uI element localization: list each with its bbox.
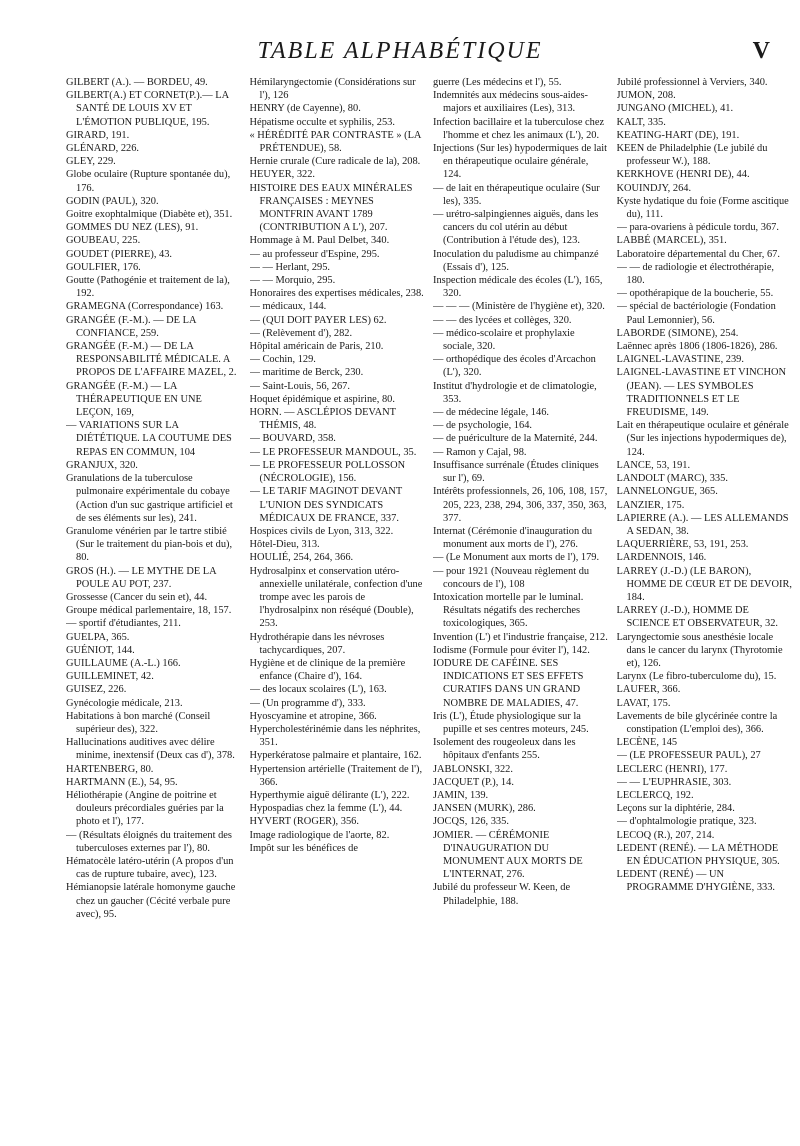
- index-entry: Globe oculaire (Rupture spontanée du), 176.: [66, 169, 231, 194]
- index-entry: KOUINDJY, 264.: [616, 182, 692, 194]
- index-entry: — — de radiologie et électrothérapie, 180.: [616, 261, 775, 287]
- index-entry: — de lait en thérapeutique oculaire (Sur les), 335.: [433, 182, 600, 207]
- index-entry: — Ramon y Cajal, 98.: [433, 446, 527, 458]
- index-entry: — LE TARIF MAGINOT DEVANT L'UNION DES SYNDICATS MÉDICAUX DE FRANCE, 337.: [249, 486, 403, 524]
- index-columns: [66, 76, 792, 1131]
- index-entry: GOMMES DU NEZ (LES), 91.: [66, 222, 199, 234]
- index-entry: Invention (L') et l'industrie française, 212.: [433, 631, 608, 643]
- index-entry: LAVAT, 175.: [616, 697, 671, 709]
- index-entry: LARDENNOIS, 146.: [616, 552, 707, 564]
- index-entry: Jubilé du professeur W. Keen, de Philadelphie, 188.: [433, 882, 571, 907]
- index-entry: — médicaux, 144.: [249, 301, 327, 313]
- index-entry: Image radiologique de l'aorte, 82.: [249, 829, 390, 841]
- index-entry: JACQUET (P.), 14.: [433, 776, 514, 788]
- index-entry: Institut d'hydrologie et de climatologie, 353.: [433, 380, 597, 405]
- index-entry: GOUDET (PIERRE), 43.: [66, 248, 173, 260]
- index-entry: — LE PROFESSEUR MANDOUL, 35.: [249, 446, 417, 458]
- index-entry: JOMIER. — CÉRÉMONIE D'INAUGURATION DU MONUMENT AUX MORTS DE L'INTERNAT, 276.: [433, 829, 583, 881]
- index-entry: — urétro-salpingiennes aiguës, dans les cancers du col utérin au début (Contribution à l'étude des), 123.: [433, 209, 599, 247]
- index-entry: Lavements de bile glycérinée contre la constipation (L'emploi des), 366.: [616, 710, 778, 735]
- index-entry: Habitations à bon marché (Conseil supérieur des), 322.: [66, 710, 211, 735]
- index-entry: — (Un programme d'), 333.: [249, 697, 366, 709]
- index-entry: Hygiène et de clinique de la première enfance (Chaire d'), 164.: [249, 657, 406, 683]
- page-number: V: [752, 38, 770, 64]
- index-entry: LECLERC (HENRI), 177.: [616, 763, 728, 775]
- index-entry: Hépatisme occulte et syphilis, 253.: [249, 116, 395, 128]
- index-entry: Intoxication mortelle par le luminal. Résultats négatifs des recherches toxicologiques, 365.: [433, 591, 584, 630]
- index-entry: Hommage à M. Paul Delbet, 340.: [249, 235, 390, 247]
- index-entry: — — Morquio, 295.: [249, 275, 336, 287]
- index-entry: Kyste hydatique du foie (Forme ascitique du), 111.: [616, 195, 789, 221]
- index-entry: LANCE, 53, 191.: [616, 459, 691, 471]
- index-entry: Laboratoire départemental du Cher, 67.: [616, 248, 780, 260]
- index-entry: LABORDE (SIMONE), 254.: [616, 327, 739, 339]
- index-entry: Hallucinations auditives avec délire minime, inextensif (Deux cas d'), 378.: [66, 737, 235, 762]
- index-entry: Jubilé professionnel à Verviers, 340.: [616, 77, 768, 88]
- index-entry: Groupe médical parlementaire, 18, 157.: [66, 605, 232, 617]
- index-entry: Laënnec après 1806 (1806-1826), 286.: [616, 341, 778, 353]
- index-entry: — de médecine légale, 146.: [433, 407, 549, 419]
- index-entry: GLÉNARD, 226.: [66, 143, 140, 155]
- index-entry: HORN. — ASCLÉPIOS DEVANT THÉMIS, 48.: [249, 407, 396, 432]
- index-entry: — au professeur d'Espine, 295.: [249, 248, 380, 260]
- index-entry: LAIGNEL-LAVASTINE ET VINCHON (JEAN). — LES SYMBOLES TRADITIONNELS ET LE FREUDISME, 149.: [616, 367, 787, 419]
- index-entry: — — L'EUPHRASIE, 303.: [616, 776, 732, 788]
- index-entry: Leçons sur la diphtérie, 284.: [616, 803, 735, 815]
- index-entry: — des locaux scolaires (L'), 163.: [249, 684, 387, 696]
- index-entry: JABLONSKI, 322.: [433, 763, 513, 775]
- index-entry: Iris (L'), Étude physiologique sur la pupille et ses centres moteurs, 245.: [433, 710, 589, 735]
- index-entry: — LE PROFESSEUR POLLOSSON (NÉCROLOGIE), 156.: [249, 459, 406, 485]
- index-entry: GOUBEAU, 225.: [66, 235, 141, 247]
- index-entry: — (LE PROFESSEUR PAUL), 27: [616, 750, 761, 762]
- index-entry: LAIGNEL-LAVASTINE, 239.: [616, 354, 744, 366]
- index-entry: GUILLEMINET, 42.: [66, 671, 154, 683]
- index-entry: Goutte (Pathogénie et traitement de la), 192.: [66, 275, 230, 300]
- index-entry: GLEY, 229.: [66, 156, 116, 168]
- index-entry: Laryngectomie sous anesthésie locale dans le cancer du larynx (Thyrotomie et), 126.: [616, 631, 783, 669]
- index-entry: Hypercholestérinémie dans les néphrites, 351.: [249, 723, 421, 749]
- index-entry: IODURE DE CAFÉINE. SES INDICATIONS ET SES EFFETS CURATIFS DANS UN GRAND NOMBRE DE MALADIES, 47.: [433, 657, 584, 709]
- index-entry: Inspection médicale des écoles (L'), 165, 320.: [433, 275, 603, 300]
- index-entry: guerre (Les médecins et l'), 55.: [433, 77, 562, 88]
- index-entry: Inoculation du paludisme au chimpanzé (Essais d'), 125.: [433, 248, 599, 273]
- index-entry: GRANGÉE (F.-M.) — LA THÉRAPEUTIQUE EN UNE LEÇON, 169,: [66, 380, 202, 419]
- index-entry: JUMON, 208.: [616, 90, 676, 102]
- index-entry: — de puériculture de la Maternité, 244.: [433, 433, 598, 445]
- index-entry: Hyoscyamine et atropine, 366.: [249, 710, 377, 722]
- index-entry: « HÉRÉDITÉ PAR CONTRASTE » (LA PRÉTENDUE), 58.: [249, 129, 421, 155]
- index-entry: — — — (Ministère de l'hygiène et), 320.: [433, 301, 605, 313]
- index-entry: Hémilaryngectomie (Considérations sur l'), 126: [249, 77, 416, 102]
- index-entry: JUNGANO (MICHEL), 41.: [616, 103, 734, 115]
- index-entry: — — des lycées et collèges, 320.: [433, 314, 572, 326]
- index-entry: — BOUVARD, 358.: [249, 433, 336, 445]
- index-entry: Iodisme (Formule pour éviter l'), 142.: [433, 644, 590, 656]
- index-entry: Hôtel-Dieu, 313.: [249, 539, 320, 551]
- index-entry: Gynécologie médicale, 213.: [66, 697, 183, 709]
- index-entry: Hémianopsie latérale homonyme gauche chez un gaucher (Cécité verbale pure avec), 95.: [66, 882, 236, 920]
- index-entry: HARTMANN (E.), 54, 95.: [66, 776, 178, 788]
- index-entry: Intérêts professionnels, 26, 106, 108, 157, 205, 223, 238, 294, 306, 337, 350, 363, 377.: [433, 486, 608, 524]
- index-entry: Hypertension artérielle (Traitement de l'), 366.: [249, 763, 423, 788]
- index-entry: Hydrothérapie dans les névroses tachycardiques, 207.: [249, 631, 385, 656]
- index-entry: JANSEN (MURK), 286.: [433, 803, 536, 815]
- page-title: TABLE ALPHABÉTIQUE: [257, 38, 543, 64]
- index-entry: Internat (Cérémonie d'inauguration du monument aux morts de l'), 276.: [433, 525, 593, 551]
- index-entry: GUISEZ, 226.: [66, 684, 127, 696]
- index-entry: LANDOLT (MARC), 335.: [616, 473, 728, 485]
- index-entry: LARREY (J.-D.) (LE BARON), HOMME DE CŒUR ET DE DEVOIR, 184.: [616, 565, 792, 603]
- index-entry: LAQUERRIÈRE, 53, 191, 253.: [616, 539, 749, 551]
- index-entry: GROS (H.). — LE MYTHE DE LA POULE AU POT, 237.: [66, 565, 217, 590]
- index-entry: — pour 1921 (Nouveau règlement du concours de l'), 108: [433, 565, 590, 590]
- index-entry: Granulations de la tuberculose pulmonaire expérimentale du cobaye (Action d'un suc gastrique artificiel et de ses éléments sur les), 241.: [66, 473, 233, 524]
- index-entry: — para-ovariens à pédicule tordu, 367.: [616, 222, 779, 234]
- index-entry: Honoraires des expertises médicales, 238.: [249, 288, 424, 300]
- index-entry: Hoquet épidémique et aspirine, 80.: [249, 393, 395, 405]
- index-entry: HENRY (de Cayenne), 80.: [249, 103, 361, 115]
- index-entry: Hyperthymie aiguë délirante (L'), 222.: [249, 789, 410, 801]
- index-entry: GODIN (PAUL), 320.: [66, 195, 159, 207]
- index-entry: KALT, 335.: [616, 116, 666, 128]
- index-entry: Hôpital américain de Paris, 210.: [249, 341, 384, 353]
- index-entry: HOULIÉ, 254, 264, 366.: [249, 552, 354, 564]
- index-entry: — Saint-Louis, 56, 267.: [249, 380, 350, 392]
- index-entry: LANZIER, 175.: [616, 499, 685, 511]
- index-entry: GUELPA, 365.: [66, 631, 130, 643]
- index-entry: — VARIATIONS SUR LA DIÉTÉTIQUE. LA COUTUME DES REPAS EN COMMUN, 104: [66, 420, 232, 458]
- index-entry: LAUFER, 366.: [616, 684, 681, 696]
- index-entry: — (QUI DOIT PAYER LES) 62.: [249, 314, 387, 326]
- index-entry: GUÉNIOT, 144.: [66, 644, 135, 656]
- index-entry: Hospices civils de Lyon, 313, 322.: [249, 525, 394, 537]
- index-entry: GOULFIER, 176.: [66, 261, 141, 273]
- index-entry: — maritime de Berck, 230.: [249, 367, 364, 379]
- index-entry: — médico-scolaire et prophylaxie sociale, 320.: [433, 327, 575, 353]
- index-entry: Indemnités aux médecins sous-aides-majors et auxiliaires (Les), 313.: [433, 90, 588, 115]
- index-entry: LECÈNE, 145: [616, 737, 678, 749]
- index-entry: LECOQ (R.), 207, 214.: [616, 829, 715, 841]
- index-entry: GUILLAUME (A.-L.) 166.: [66, 657, 181, 669]
- index-column-3: [433, 76, 609, 1131]
- index-entry: Impôt sur les bénéfices de: [249, 842, 358, 854]
- index-entry: Hyperkératose palmaire et plantaire, 162.: [249, 750, 422, 762]
- running-header: [0, 38, 800, 72]
- index-entry: GRANGÉE (F.-M.) — DE LA RESPONSABILITÉ MÉDICALE. A PROPOS DE L'AFFAIRE MAZEL, 2.: [66, 341, 237, 379]
- index-entry: HISTOIRE DES EAUX MINÉRALES FRANÇAISES : MEYNES MONTFRIN AVANT 1789 (CONTRIBUTION A L'), 207.: [249, 182, 413, 234]
- index-entry: — d'ophtalmologie pratique, 323.: [616, 816, 757, 828]
- index-entry: LABBÉ (MARCEL), 351.: [616, 235, 727, 247]
- index-entry: JAMIN, 139.: [433, 789, 489, 801]
- index-entry: Injections (Sur les) hypodermiques de lait en thérapeutique oculaire générale, 124.: [433, 143, 608, 181]
- index-entry: — — Herlant, 295.: [249, 261, 331, 273]
- index-entry: Hématocèle latéro-utérin (A propos d'un cas de rupture tubaire, avec), 123.: [66, 855, 234, 881]
- index-column-2: [250, 76, 426, 1131]
- index-entry: HYVERT (ROGER), 356.: [249, 816, 359, 828]
- index-entry: HARTENBERG, 80.: [66, 763, 154, 775]
- index-entry: LECLERCQ, 192.: [616, 789, 694, 801]
- index-entry: Hernie crurale (Cure radicale de la), 208.: [249, 156, 421, 168]
- index-entry: — spécial de bactériologie (Fondation Paul Lemonnier), 56.: [616, 301, 776, 326]
- index-entry: — (Résultats éloignés du traitement des tuberculoses externes par l'), 80.: [66, 829, 232, 854]
- index-entry: Grossesse (Cancer du sein et), 44.: [66, 591, 208, 603]
- index-entry: — sportif d'étudiantes, 211.: [66, 618, 181, 630]
- index-entry: JOCQS, 126, 335.: [433, 816, 509, 828]
- index-entry: Goitre exophtalmique (Diabète et), 351.: [66, 209, 233, 221]
- index-entry: Hydrosalpinx et conservation utéro-annexielle unilatérale, confection d'une trompe avec les parois de l'hydrosalpinx non réséqué (Double), 253.: [249, 565, 423, 630]
- index-entry: KEEN de Philadelphie (Le jubilé du professeur W.), 188.: [616, 143, 768, 168]
- index-entry: LEDENT (RENÉ) — UN PROGRAMME D'HYGIÈNE, 333.: [616, 869, 775, 894]
- index-entry: — orthopédique des écoles d'Arcachon (L'), 320.: [433, 354, 596, 379]
- index-entry: — (Relèvement d'), 282.: [249, 327, 353, 339]
- index-entry: GRANJUX, 320.: [66, 459, 138, 471]
- index-column-4: [617, 76, 793, 1131]
- index-entry: GRANGÉE (F.-M.). — DE LA CONFIANCE, 259.: [66, 314, 196, 339]
- index-entry: Hypospadias chez la femme (L'), 44.: [249, 803, 403, 815]
- index-entry: Héliothérapie (Angine de poitrine et douleurs précordiales guéries par la photo et l'), 177.: [66, 789, 224, 828]
- index-entry: LARREY (J.-D.), HOMME DE SCIENCE ET OBSERVATEUR, 32.: [616, 605, 778, 630]
- index-entry: KERKHOVE (HENRI DE), 44.: [616, 169, 750, 181]
- index-entry: Granulome vénérien par le tartre stibié (Sur le traitement du pian-bois et du), 80.: [66, 525, 233, 564]
- index-entry: GILBERT(A.) ET CORNET(P.).— LA SANTÉ DE LOUIS XV ET L'ÉMOTION PUBLIQUE, 195.: [66, 90, 229, 128]
- index-entry: LEDENT (RENÉ). — LA MÉTHODE EN ÉDUCATION PHYSIQUE, 305.: [616, 842, 780, 867]
- index-entry: KEATING-HART (DE), 191.: [616, 129, 740, 141]
- index-entry: — de psychologie, 164.: [433, 420, 532, 432]
- index-entry: Insuffisance surrénale (Études cliniques sur l'), 69.: [433, 459, 599, 485]
- index-entry: GIRARD, 191.: [66, 129, 130, 141]
- index-entry: HEUYER, 322.: [249, 169, 316, 181]
- index-entry: LANNELONGUE, 365.: [616, 486, 718, 498]
- index-entry: — (Le Monument aux morts de l'), 179.: [433, 552, 600, 564]
- index-entry: Isolement des rougeoleux dans les hôpitaux d'enfants 255.: [433, 737, 576, 762]
- index-entry: Larynx (Le fibro-tuberculome du), 15.: [616, 671, 777, 683]
- index-entry: Lait en thérapeutique oculaire et générale (Sur les injections hypodermiques de), 124.: [616, 420, 789, 458]
- index-entry: — Cochin, 129.: [249, 354, 316, 366]
- index-entry: Infection bacillaire et la tuberculose chez l'homme et chez les animaux (L'), 20.: [433, 116, 605, 141]
- index-entry: LAPIERRE (A.). — LES ALLEMANDS A SEDAN, 38.: [616, 512, 789, 537]
- index-entry: — opothérapique de la boucherie, 55.: [616, 288, 774, 300]
- index-entry: GILBERT (A.). — BORDEU, 49.: [66, 77, 208, 88]
- index-column-1: [66, 76, 242, 1131]
- index-entry: GRAMEGNA (Correspondance) 163.: [66, 301, 224, 313]
